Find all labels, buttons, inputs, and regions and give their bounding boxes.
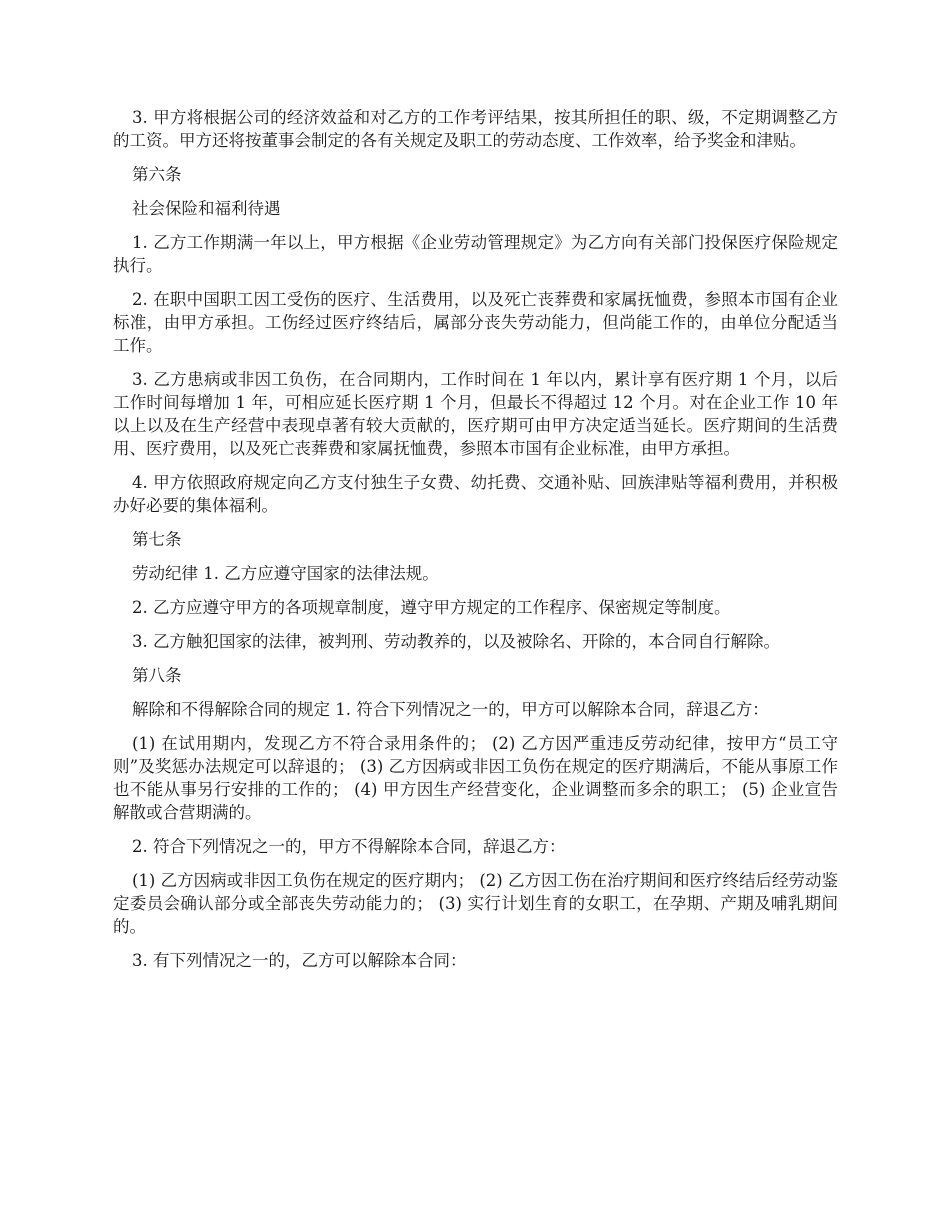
paragraph-medical-insurance: 1. 乙方工作期满一年以上，甲方根据《企业劳动管理规定》为乙方向有关部门投保医疗保险规定执行。 (113, 233, 838, 275)
paragraph-discipline-rules: 2. 乙方应遵守甲方的各项规章制度，遵守甲方规定的工作程序、保密规定等制度。 (132, 598, 731, 617)
article-6-heading: 第六条 (132, 165, 182, 184)
paragraph-no-termination-cases: (1) 乙方因病或非因工负伤在规定的医疗期内； (2) 乙方因工伤在治疗期间和医疗终结后经劳动鉴定委员会确认部分或全部丧失劳动能力的； (3) 实行计划生育的女职工，在孕期、产期及哺乳期间的。 (113, 871, 838, 936)
paragraph-employee-termination: 3. 有下列情况之一的，乙方可以解除本合同： (132, 951, 467, 970)
paragraph-welfare: 4. 甲方依照政府规定向乙方支付独生子女费、幼托费、交通补贴、回族津贴等福利费用，并积极办好必要的集体福利。 (113, 473, 838, 515)
paragraph-medical-period: 3. 乙方患病或非因工负伤，在合同期内，工作时间在 1 年以内，累计享有医疗期 1 个月，以后工作时间每增加 1 年，可相应延长医疗期 1 个月，但最长不得超过 12 个月。对在企业工作 10 年以上以及在生产经营中表现卓著有较大贡献的，医疗期可由甲方决定适当延长。医疗期间的生活费用、医疗费用，以及死亡丧葬费和家属抚恤费，参照本市国有企业标准，由甲方承担。 (113, 370, 838, 458)
paragraph-termination-cases: (1) 在试用期内，发现乙方不符合录用条件的； (2) 乙方因严重违反劳动纪律，按甲方“员工守则”及奖惩办法规定可以辞退的； (3) 乙方因病或非因工负伤在规定的医疗期满后，不能从事原工作也不能从事另行安排的工作的； (4) 甲方因生产经营变化，企业调整而多余的职工； (5) 企业宣告解散或合营期满的。 (113, 734, 838, 822)
paragraph-discipline-law: 劳动纪律 1. 乙方应遵守国家的法律法规。 (132, 564, 439, 583)
article-6-title: 社会保险和福利待遇 (132, 199, 281, 218)
paragraph-work-injury: 2. 在职中国职工因工受伤的医疗、生活费用，以及死亡丧葬费和家属抚恤费，参照本市国有企业标准，由甲方承担。工伤经过医疗终结后，属部分丧失劳动能力，但尚能工作的，由单位分配适当工作。 (113, 290, 838, 355)
paragraph-salary-adjustment: 3. 甲方将根据公司的经济效益和对乙方的工作考评结果，按其所担任的职、级，不定期调整乙方的工资。甲方还将按董事会制定的各有关规定及职工的劳动态度、工作效率，给予奖金和津贴。 (113, 108, 838, 150)
paragraph-termination-intro: 解除和不得解除合同的规定 1. 符合下列情况之一的，甲方可以解除本合同，辞退乙方： (132, 700, 769, 719)
article-8-heading: 第八条 (132, 666, 182, 685)
paragraph-no-termination-intro: 2. 符合下列情况之一的，甲方不得解除本合同，辞退乙方： (132, 837, 566, 856)
paragraph-discipline-violation: 3. 乙方触犯国家的法律，被判刑、劳动教养的，以及被除名、开除的，本合同自行解除。 (132, 632, 780, 651)
article-7-heading: 第七条 (132, 530, 182, 549)
